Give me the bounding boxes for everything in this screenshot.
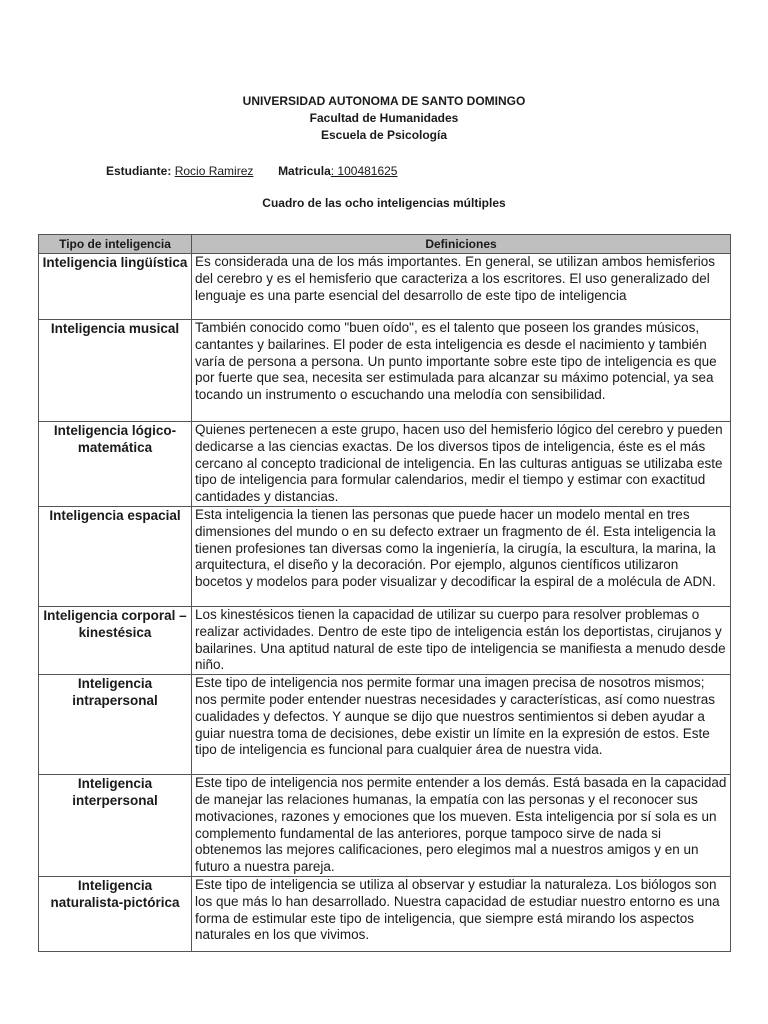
table-row [39, 775, 731, 877]
table-row [39, 422, 731, 507]
intelligence-type: Inteligencia lógico-matemática [39, 422, 192, 507]
document-header [0, 93, 768, 144]
intelligence-type: Inteligencia corporal – kinestésica [39, 606, 192, 674]
student-label: Estudiante: [106, 164, 172, 178]
table-row [39, 506, 731, 606]
table-row [39, 675, 731, 775]
document-title: Cuadro de las ocho inteligencias múltiples [262, 196, 506, 210]
table-row [39, 606, 731, 674]
intelligence-type: Inteligencia intrapersonal [39, 675, 192, 775]
intelligences-table [38, 234, 731, 952]
intelligence-definition: Este tipo de inteligencia nos permite formar una imagen precisa de nosotros mismos; nos permite poder entender nuestras necesidades y características, así como nuestras cualidades y defectos. Y aunque se dijo que nuestros sentimientos si deben ayudar a guiar nuestra toma de decisiones, debe existir un límite en la expresión de estos. Este tipo de inteligencia es funcional para cualquier área de nuestra vida. [192, 675, 731, 775]
intelligence-type: Inteligencia interpersonal [39, 775, 192, 877]
intelligence-definition: Este tipo de inteligencia nos permite entender a los demás. Está basada en la capacidad de manejar las relaciones humanas, la empatía con las personas y el reconocer sus motivaciones, razones y emociones que los mueven. Esta inteligencia por sí sola es un complemento fundamental de las anteriores, porque tampoco sirve de nada si obtenemos las mejores calificaciones, pero elegimos mal a nuestros amigos y en un futuro a nuestra pareja. [192, 775, 731, 877]
student-name: Rocio Ramirez [174, 164, 254, 178]
matricula-value: : 100481625 [330, 164, 398, 178]
university-name: UNIVERSIDAD AUTONOMA DE SANTO DOMINGO [242, 94, 526, 108]
column-header-type: Tipo de inteligencia [39, 235, 192, 254]
intelligence-definition: Los kinestésicos tienen la capacidad de utilizar su cuerpo para resolver problemas o realizar actividades. Dentro de este tipo de inteligencia están los deportistas, cirujanos y bailarines. Una aptitud natural de este tipo de inteligencia se manifiesta a menudo desde niño. [192, 606, 731, 674]
matricula-label: Matricula [278, 164, 331, 178]
intelligence-definition: Este tipo de inteligencia se utiliza al observar y estudiar la naturaleza. Los biólogos son los que más lo han desarrollado. Nuestra capacidad de estudiar nuestro entorno es una forma de estimular este tipo de inteligencia, que siempre está mirando los aspectos naturales en los que vivimos. [192, 876, 731, 951]
intelligence-type: Inteligencia naturalista-pictórica [39, 876, 192, 951]
table-row [39, 254, 731, 320]
intelligence-type: Inteligencia lingüística [39, 254, 192, 320]
intelligence-type: Inteligencia espacial [39, 506, 192, 606]
faculty-name: Facultad de Humanidades [309, 111, 459, 125]
school-name: Escuela de Psicología [320, 128, 448, 142]
column-header-definitions: Definiciones [192, 235, 731, 254]
table-row [39, 320, 731, 422]
student-info [106, 163, 397, 179]
intelligence-definition: También conocido como "buen oído", es el talento que poseen los grandes músicos, cantantes y bailarines. El poder de esta inteligencia es desde el nacimiento y también varía de persona a persona. Un punto importante sobre este tipo de inteligencia es que por fuerte que sea, necesita ser estimulada para alcanzar su máximo potencial, ya sea tocando un instrumento o escuchando una melodía con sensibilidad. [192, 320, 731, 422]
table-row [39, 876, 731, 951]
intelligence-definition: Esta inteligencia la tienen las personas que puede hacer un modelo mental en tres dimensiones del mundo o en su defecto extraer un fragmento de él. Esta inteligencia la tienen profesiones tan diversas como la ingeniería, la cirugía, la escultura, la marina, la arquitectura, el diseño y la decoración. Por ejemplo, algunos científicos utilizaron bocetos y modelos para poder visualizar y decodificar la espiral de a molécula de ADN. [192, 506, 731, 606]
intelligence-definition: Quienes pertenecen a este grupo, hacen uso del hemisferio lógico del cerebro y pueden dedicarse a las ciencias exactas. De los diversos tipos de inteligencia, éste es el más cercano al concepto tradicional de inteligencia. En las culturas antiguas se utilizaba este tipo de inteligencia para formular calendarios, medir el tiempo y estimar con exactitud cantidades y distancias. [192, 422, 731, 507]
intelligence-definition: Es considerada una de los más importantes. En general, se utilizan ambos hemisferios del cerebro y es el hemisferio que caracteriza a los escritores. El uso generalizado del lenguaje es una parte esencial del desarrollo de este tipo de inteligencia [192, 254, 731, 320]
intelligence-type: Inteligencia musical [39, 320, 192, 422]
table-header-row [39, 235, 731, 254]
